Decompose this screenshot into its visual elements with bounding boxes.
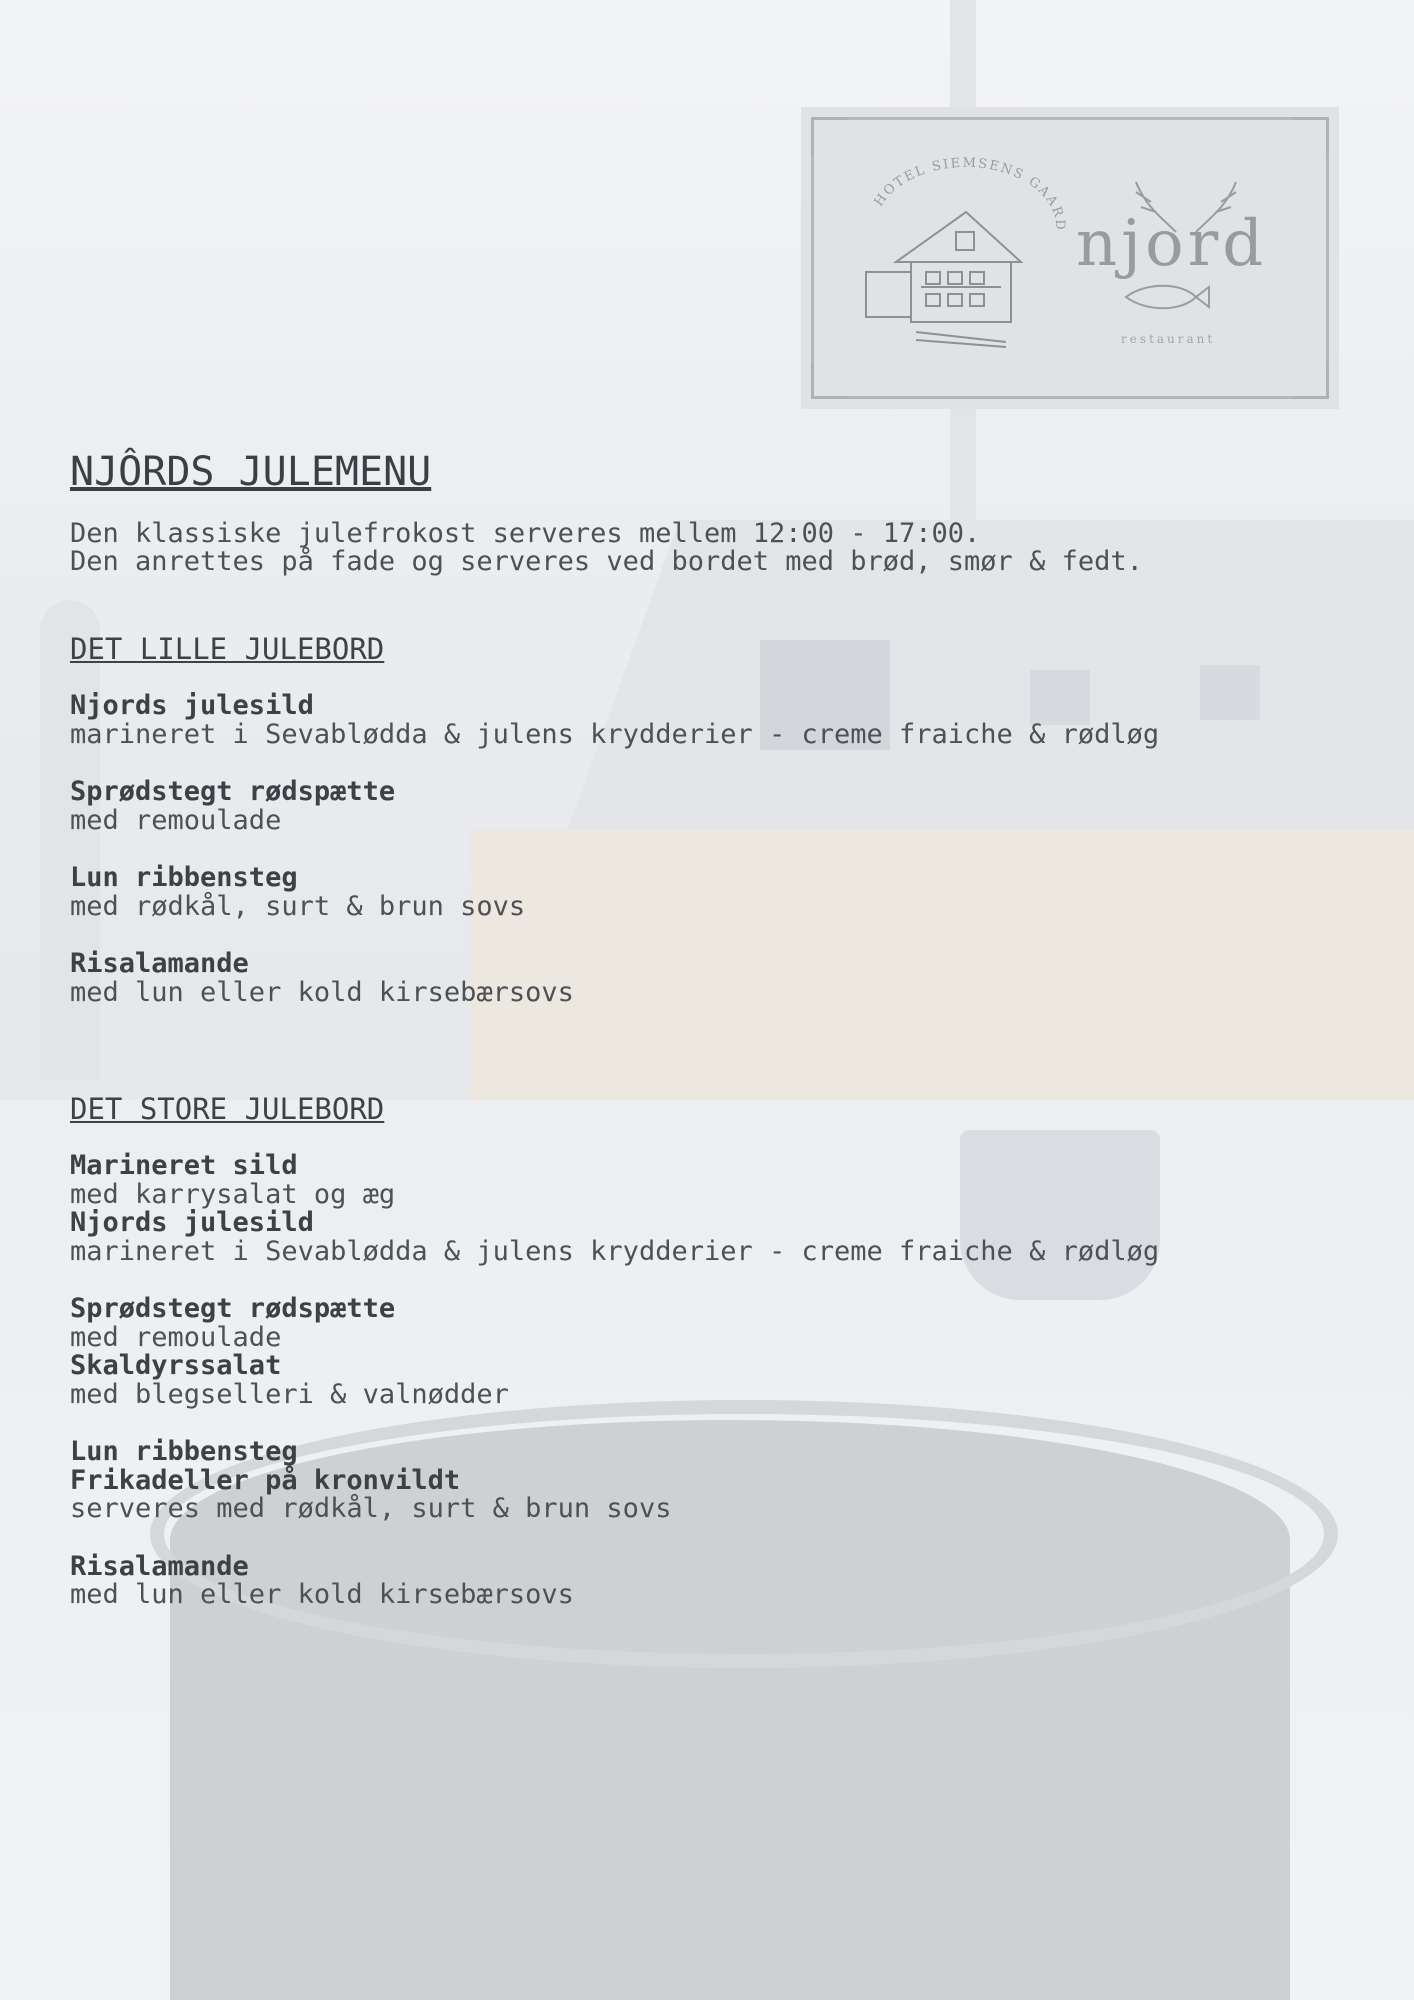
logo-wordmark: njord	[1076, 207, 1268, 281]
logo-subtitle: restaurant	[1121, 332, 1216, 346]
dish-description: med remoulade	[70, 804, 282, 836]
intro-line: Den klassiske julefrokost serveres mellem 12:00 - 17:00.	[70, 518, 981, 549]
intro-text	[70, 520, 1370, 576]
frame-corner	[811, 117, 848, 154]
dish-description: med blegselleri & valnødder	[70, 1378, 509, 1410]
menu-item	[70, 692, 1370, 749]
menu-content	[70, 448, 1370, 1610]
menu-item	[70, 864, 1370, 921]
dish-description: serveres med rødkål, surt & brun sovs	[70, 1493, 672, 1524]
menu-item	[70, 778, 1370, 835]
dish-name: Risalamande	[70, 1550, 249, 1582]
dish-description: med rødkål, surt & brun sovs	[70, 890, 526, 922]
dish-description: med lun eller kold kirsebærsovs	[70, 1579, 574, 1610]
dish-name: Njords julesild	[70, 690, 314, 721]
dish-description: marineret i Sevablødda & julens krydderier - creme fraiche & rødløg	[70, 1235, 1160, 1267]
dish-description: med remoulade	[70, 1321, 282, 1353]
menu-item-group	[70, 1295, 1370, 1409]
frame-corner	[1292, 117, 1329, 154]
frame-corner	[811, 362, 848, 399]
dish-name: Sprødstegt rødspætte	[70, 776, 396, 807]
section-title: DET STORE JULEBORD	[70, 1092, 385, 1126]
menu-item-group	[70, 1550, 1370, 1610]
dish-name: Frikadeller på kronvildt	[70, 1464, 461, 1496]
dish-name: Marineret sild	[70, 1150, 298, 1181]
section-title: DET LILLE JULEBORD	[70, 632, 385, 666]
dish-name: Lun ribbensteg	[70, 862, 298, 893]
page-title: NJÔRDS JULEMENU	[70, 449, 432, 495]
frame-corner	[1292, 362, 1329, 399]
menu-item	[70, 950, 1370, 1007]
dish-description: marineret i Sevablødda & julens krydderier - creme fraiche & rødløg	[70, 718, 1160, 750]
svg-text:HOTEL SIEMSENS GAARD: HOTEL SIEMSENS GAARD	[871, 155, 1068, 233]
dish-name: Lun ribbensteg	[70, 1436, 298, 1467]
restaurant-logo	[801, 107, 1339, 409]
menu-item-group	[70, 1152, 1370, 1266]
dish-name: Risalamande	[70, 948, 249, 979]
dish-name: Njords julesild	[70, 1207, 314, 1238]
dish-name: Sprødstegt rødspætte	[70, 1293, 396, 1324]
fish-icon	[1121, 277, 1211, 317]
dish-name: Skaldyrssalat	[70, 1350, 282, 1381]
section-lille-julebord	[70, 634, 1370, 1007]
intro-line: Den anrettes på fade og serveres ved bordet med brød, smør & fedt.	[70, 546, 1143, 577]
dish-description: med karrysalat og æg	[70, 1178, 396, 1210]
section-store-julebord	[70, 1094, 1370, 1610]
house-drawing-icon	[856, 202, 1036, 352]
menu-item-group	[70, 1438, 1370, 1524]
dish-description: med lun eller kold kirsebærsovs	[70, 976, 574, 1008]
